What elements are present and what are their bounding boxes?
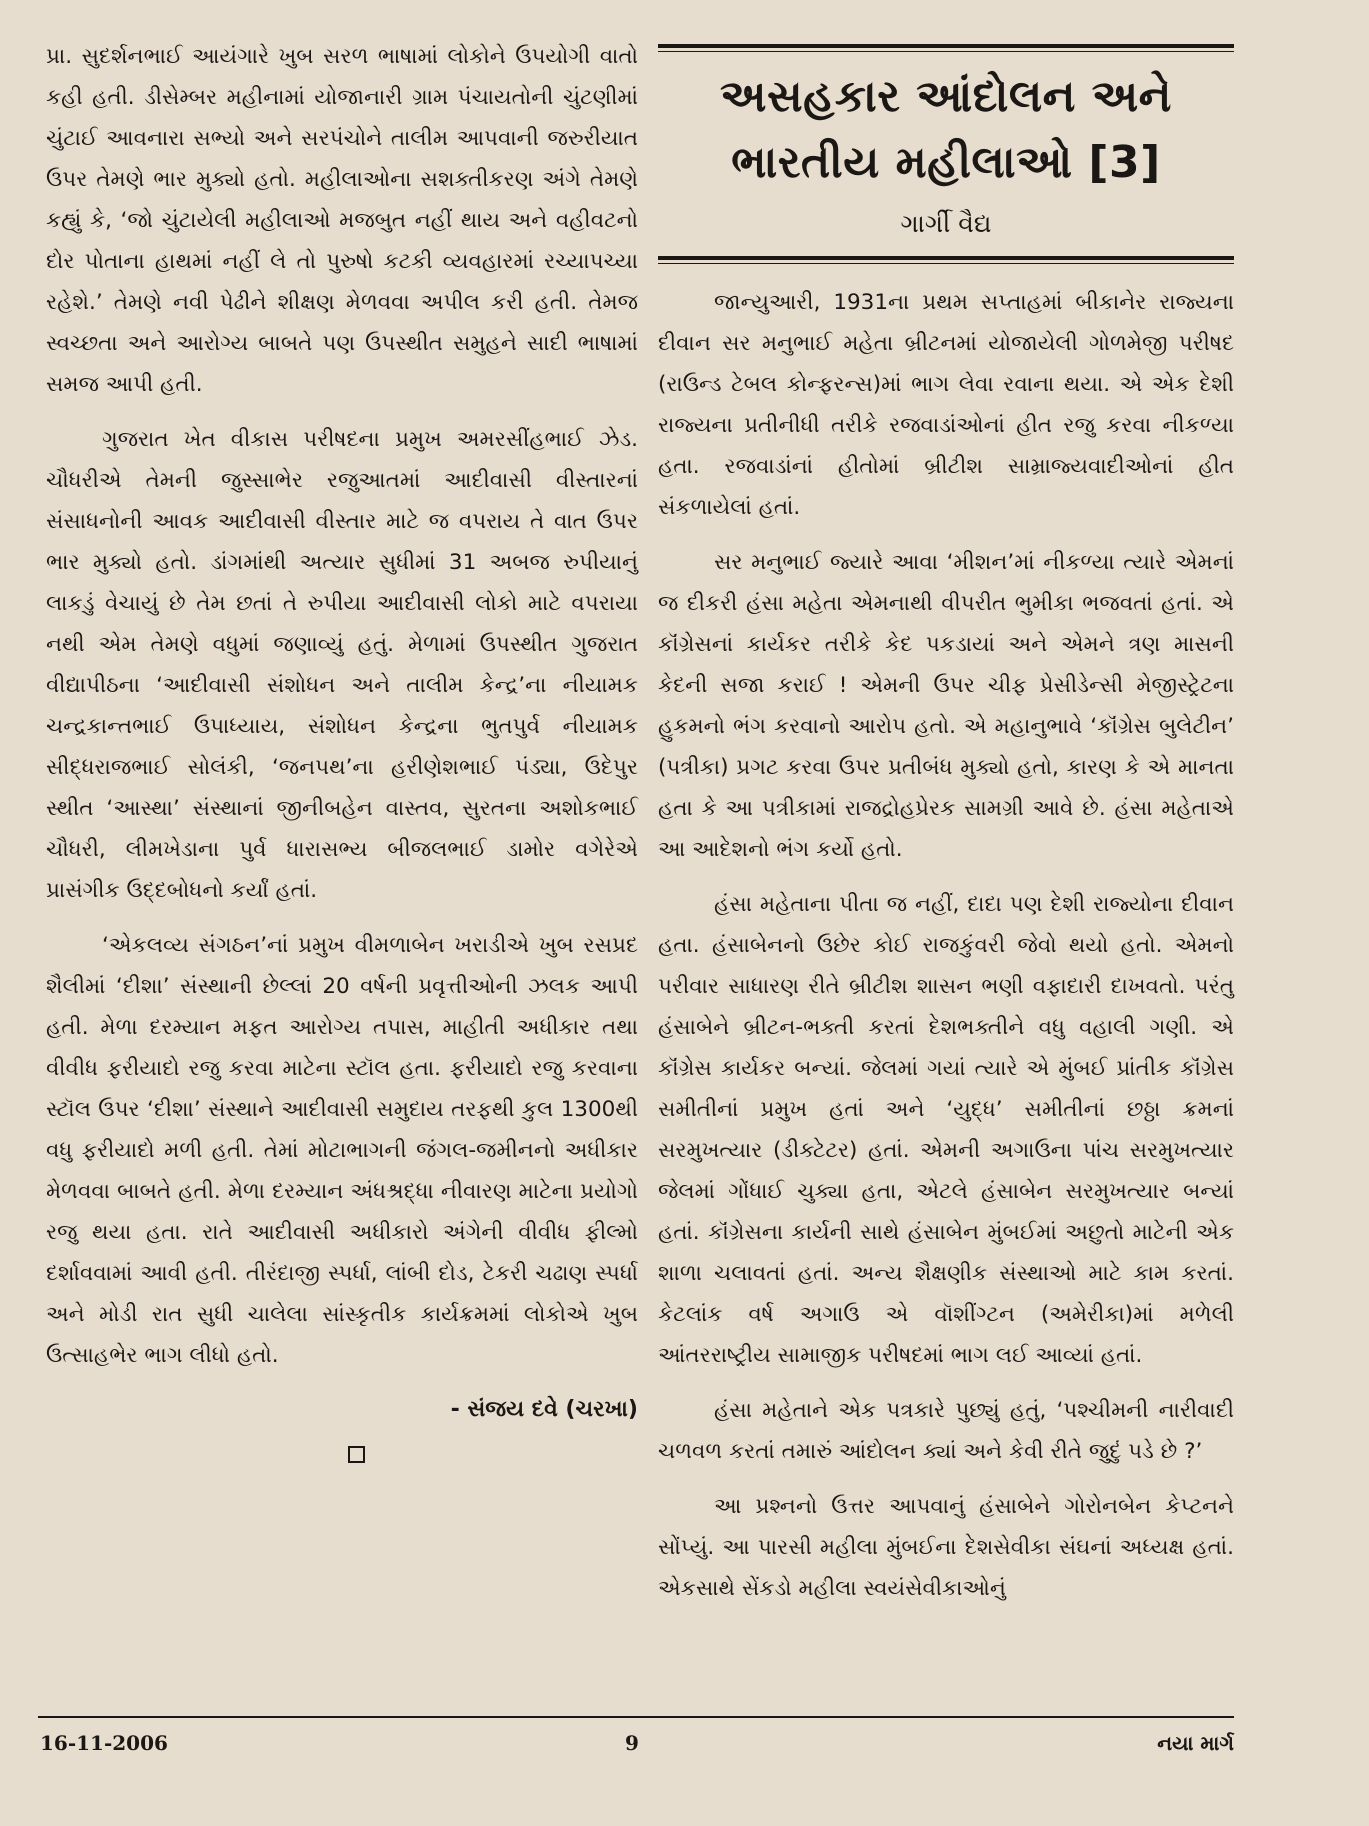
footer-date: 16-11-2006 <box>40 1731 168 1755</box>
left-paragraph-2: ગુજરાત ખેત વીકાસ પરીષદના પ્રમુખ અમરસીંહભાઈ ઝેડ. ચૌધરીએ તેમની જુસ્સાભેર રજુઆતમાં આદીવાસી વીસ્તારનાં સંસાધનોની આવક આદીવાસી વીસ્તાર માટે જ વપરાય તે વાત ઉપર ભાર મુક્યો હતો. ડાંગમાંથી અત્યાર સુધીમાં 31 અબજ રુપીયાનું લાકડું વેચાયું છે તેમ છતાં તે રુપીયા આદીવાસી લોકો માટે વપરાયા નથી એમ તેમણે વધુમાં જણાવ્યું હતું. મેળામાં ઉપસ્થીત ગુજરાત વીદ્યાપીઠના ‘આદીવાસી સંશોધન અને તાલીમ કેન્દ્ર’ના નીયામક ચન્દ્રકાન્તભાઈ ઉપાધ્યાય, સંશોધન કેન્દ્રના ભુતપુર્વ નીયામક સીદ્ધરાજભાઈ સોલંકી, ‘જનપથ’ના હરીણેશભાઈ પંડ્યા, ઉદેપુર સ્થીત ‘આસ્થા’ સંસ્થાનાં જીનીબહેન વાસ્તવ, સુરતના અશોકભાઈ ચૌધરી, લીમખેડાના પુર્વ ધારાસભ્ય બીજલભાઈ ડામોર વગેરેએ પ્રાસંગીક ઉદ્દબોધનો કર્યાં હતાં. <box>46 427 638 903</box>
title-bottom-rule <box>658 256 1234 260</box>
right-paragraph-2: સર મનુભાઈ જ્યારે આવા ‘મીશન’માં નીકળ્યા ત્યારે એમનાં જ દીકરી હંસા મહેતા એમનાથી વીપરીત ભુમીકા ભજવતાં હતાં. એ કૉંગ્રેસનાં કાર્યકર તરીકે કેદ પકડાયાં અને એમને ત્રણ માસની કેદની સજા કરાઈ ! એમની ઉપર ચીફ પ્રેસીડેન્સી મેજીસ્ટ્રેટના હુકમનો ભંગ કરવાનો આરોપ હતો. એ મહાનુભાવે ‘કૉંગ્રેસ બુલેટીન’ (પત્રીકા) પ્રગટ કરવા ઉપર પ્રતીબંધ મુક્યો હતો, કારણ કે એ માનતા હતા કે આ પત્રીકામાં રાજદ્રોહપ્રેરક સામગ્રી આવે છે. હંસા મહેતાએ આ આદેશનો ભંગ કર્યો હતો. <box>658 550 1234 862</box>
footer-rule <box>38 1716 1234 1718</box>
right-column <box>658 44 1234 1623</box>
end-of-article-square-icon <box>348 1446 365 1463</box>
article-signature: - સંજય દવે (ચરખા) <box>450 1397 638 1422</box>
article-title-line-2: ભારતીય મહીલાઓ [3] <box>731 137 1161 188</box>
title-bottom-rule-thin <box>658 263 1234 264</box>
footer-publication-name: નયા માર્ગ <box>1157 1731 1234 1755</box>
right-paragraph-5: આ પ્રશ્નનો ઉત્તર આપવાનું હંસાબેને ગોરોનબેન કેપ્ટનને સોંપ્યું. આ પારસી મહીલા મુંબઈના દેશસેવીકા સંઘનાં અધ્યક્ષ હતાં. એકસાથે સેંકડો મહીલા સ્વયંસેવીકાઓનું <box>658 1494 1234 1601</box>
left-paragraph-3: ‘એકલવ્ય સંગઠન’નાં પ્રમુખ વીમળાબેન ખરાડીએ ખુબ રસપ્રદ શૈલીમાં ‘દીશા’ સંસ્થાની છેલ્લાં 20 વર્ષની પ્રવૃત્તીઓની ઝલક આપી હતી. મેળા દરમ્યાન મફત આરોગ્ય તપાસ, માહીતી અધીકાર તથા વીવીધ ફરીયાદો રજુ કરવા માટેના સ્ટૉલ હતા. ફરીયાદો રજુ કરવાના સ્ટૉલ ઉપર ‘દીશા’ સંસ્થાને આદીવાસી સમુદાય તરફથી કુલ 1300થી વધુ ફરીયાદો મળી હતી. તેમાં મોટાભાગની જંગલ-જમીનનો અધીકાર મેળવવા બાબતે હતી. મેળા દરમ્યાન અંધશ્રદ્ધા નીવારણ માટેના પ્રયોગો રજુ થયા હતા. રાતે આદીવાસી અધીકારો અંગેની વીવીધ ફીલ્મો દર્શાવવામાં આવી હતી. તીરંદાજી સ્પર્ધા, લાંબી દોડ, ટેકરી ચઢાણ સ્પર્ધા અને મોડી રાત સુધી ચાલેલા સાંસ્કૃતીક કાર્યક્રમમાં લોકોએ ખુબ ઉત્સાહભેર ભાગ લીધો હતો. <box>46 933 638 1368</box>
left-column <box>46 36 638 1463</box>
right-paragraph-4: હંસા મહેતાને એક પત્રકારે પુછ્યું હતું, ‘પશ્ચીમની નારીવાદી ચળવળ કરતાં તમારું આંદોલન ક્યાં અને કેવી રીતે જુદું પડે છે ?’ <box>658 1398 1234 1464</box>
right-paragraph-1: જાન્યુઆરી, 1931ના પ્રથમ સપ્તાહમાં બીકાનેર રાજ્યના દીવાન સર મનુભાઈ મહેતા બ્રીટનમાં યોજાયેલી ગોળમેજી પરીષદ (રાઉન્ડ ટેબલ કોન્ફરન્સ)માં ભાગ લેવા રવાના થયા. એ એક દેશી રાજ્યના પ્રતીનીધી તરીકે રજવાડાંઓનાં હીત રજુ કરવા નીકળ્યા હતા. રજવાડાંનાં હીતોમાં બ્રીટીશ સામ્રાજ્યવાદીઓનાં હીત સંકળાયેલાં હતાં. <box>658 290 1234 520</box>
footer-page-number: 9 <box>625 1731 639 1755</box>
article-title <box>658 64 1234 196</box>
title-top-rule <box>658 44 1234 48</box>
right-paragraph-3: હંસા મહેતાના પીતા જ નહીં, દાદા પણ દેશી રાજ્યોના દીવાન હતા. હંસાબેનનો ઉછેર કોઈ રાજકુંવરી જેવો થયો હતો. એમનો પરીવાર સાધારણ રીતે બ્રીટીશ શાસન ભણી વફાદારી દાખવતો. પરંતુ હંસાબેને બ્રીટન-ભક્તી કરતાં દેશભક્તીને વધુ વહાલી ગણી. એ કૉંગ્રેસ કાર્યકર બન્યાં. જેલમાં ગયાં ત્યારે એ મુંબઈ પ્રાંતીક કૉંગ્રેસ સમીતીનાં પ્રમુખ હતાં અને ‘યુદ્ધ’ સમીતીનાં છઠ્ઠા ક્રમનાં સરમુખત્યાર (ડીક્ટેટર) હતાં. એમની અગાઉના પાંચ સરમુખત્યાર જેલમાં ગોંધાઈ ચુક્યા હતા, એટલે હંસાબેન સરમુખત્યાર બન્યાં હતાં. કૉંગ્રેસના કાર્યની સાથે હંસાબેન મુંબઈમાં અછુતો માટેની એક શાળા ચલાવતાં હતાં. અન્ય શૈક્ષણીક સંસ્થાઓ માટે કામ કરતાં. કેટલાંક વર્ષ અગાઉ એ વૉશીંગ્ટન (અમેરીકા)માં મળેલી આંતરરાષ્ટ્રીય સામાજીક પરીષદમાં ભાગ લઈ આવ્યાં હતાં. <box>658 892 1234 1368</box>
article-author: ગાર્ગી વૈદ્ય <box>900 209 992 238</box>
left-paragraph-1: પ્રા. સુદર્શનભાઈ આયંગારે ખુબ સરળ ભાષામાં લોકોને ઉપયોગી વાતો કહી હતી. ડીસેમ્બર મહીનામાં યોજાનારી ગ્રામ પંચાયતોની ચુંટણીમાં ચુંટાઈ આવનારા સભ્યો અને સરપંચોને તાલીમ આપવાની જરુરીયાત ઉપર તેમણે ભાર મુક્યો હતો. મહીલાઓના સશક્તીકરણ અંગે તેમણે કહ્યું કે, ‘જો ચુંટાયેલી મહીલાઓ મજબુત નહીં થાય અને વહીવટનો દોર પોતાના હાથમાં નહીં લે તો પુરુષો કટકી વ્યવહારમાં રચ્યાપચ્યા રહેશે.’ તેમણે નવી પેઢીને શીક્ષણ મેળવવા અપીલ કરી હતી. તેમજ સ્વચ્છતા અને આરોગ્ય બાબતે પણ ઉપસ્થીત સમુહને સાદી ભાષામાં સમજ આપી હતી. <box>46 44 638 397</box>
article-title-line-1: અસહકાર આંદોલન અને <box>720 71 1172 122</box>
title-top-rule-thin <box>658 51 1234 52</box>
